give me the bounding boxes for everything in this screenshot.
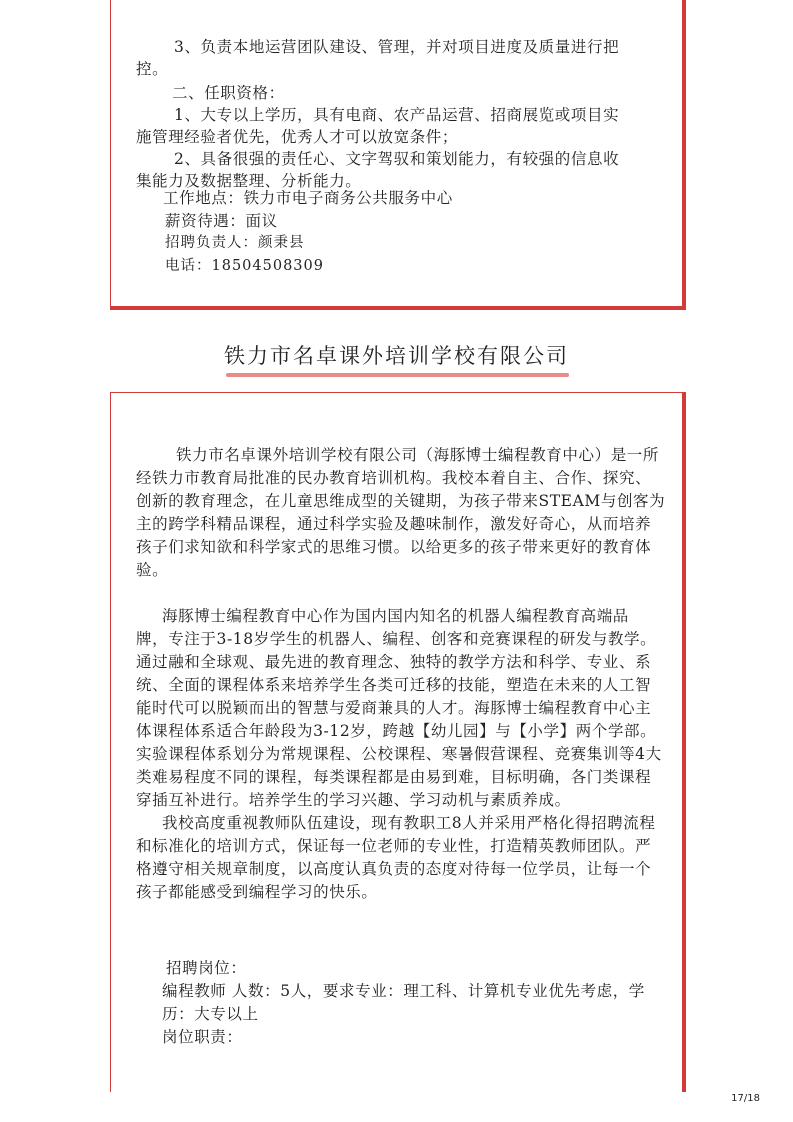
text-line: 统、全面的课程体系来培养学生各类可迁移的技能，塑造在未来的人工智 [136,676,652,694]
text-line: 我校高度重视教师队伍建设，现有教职工8人并采用严格化得招聘流程 [162,814,656,832]
text-line: 格遵守相关规章制度，以高度认真负责的态度对待每一位学员，让每一个 [136,860,652,878]
page-number: 17/18 [731,1093,760,1104]
text-line: 通过融和全球观、最先进的教育理念、独特的教学方法和科学、专业、系 [136,653,652,671]
text-line: 牌，专注于3-18岁学生的机器人、编程、创客和竞赛课程的研发与教学。 [136,630,657,648]
frame-left-border [110,392,111,1092]
frame-left-border [110,0,111,310]
work-location: 工作地点：铁力市电子商务公共服务中心 [163,189,453,207]
text-line: 集能力及数据整理、分析能力。 [136,172,362,190]
text-line: 穿插互补进行。培养学生的学习兴趣、学习动机与素质养成。 [136,791,571,809]
text-line: 主的跨学科精品课程，通过科学实验及趣味制作，激发好奇心，从而培养 [136,515,652,533]
text-line: 3、负责本地运营团队建设、管理，并对项目进度及质量进行把 [174,38,620,56]
text-line: 验。 [136,561,169,579]
phone: 电话：18504508309 [165,258,324,274]
text-line: 实验课程体系划分为常规课程、公校课程、寒暑假营课程、竞赛集训等4大 [136,745,662,763]
text-line: 控。 [136,60,169,78]
company-title: 铁力市名卓课外培训学校有限公司 [224,344,569,368]
job-duties-heading: 岗位职责： [162,1028,243,1046]
recruiter: 招聘负责人：颜秉县 [165,235,305,251]
job-posting-heading: 招聘岗位： [166,959,247,977]
text-line: 孩子们求知欲和科学家式的思维习惯。以给更多的孩子带来更好的教育体 [136,538,652,556]
frame-right-border [682,0,686,310]
text-line: 铁力市名卓课外培训学校有限公司（海豚博士编程教育中心）是一所 [176,446,660,464]
frame-top-border [110,392,686,393]
text-line: 和标准化的培训方式，保证每一位老师的专业性，打造精英教师团队。严 [136,837,652,855]
text-line: 1、大专以上学历，具有电商、农产品运营、招商展览或项目实 [174,106,620,124]
job-title: 编程教师 人数：5人，要求专业：理工科、计算机专业优先考虑，学 [162,982,645,1000]
frame-right-border [682,392,686,1092]
text-line: 历：大专以上 [162,1005,259,1023]
text-line: 类难易程度不同的课程，每类课程都是由易到难，目标明确，各门类课程 [136,768,652,786]
frame-bottom-border [110,306,686,310]
text-line: 海豚博士编程教育中心作为国内国内知名的机器人编程教育高端品 [162,607,629,625]
text-line: 经铁力市教育局批准的民办教育培训机构。我校本着自主、合作、探究、 [136,469,652,487]
text-line: 孩子都能感受到编程学习的快乐。 [136,883,378,901]
text-line: 2、具备很强的责任心、文字驾驭和策划能力，有较强的信息收 [174,150,620,168]
title-underline [226,373,569,377]
text-line: 创新的教育理念，在儿童思维成型的关键期，为孩子带来STEAM与创客为 [136,492,666,510]
text-line: 体课程体系适合年龄段为3-12岁，跨越【幼儿园】与【小学】两个学部。 [136,722,657,740]
text-line: 施管理经验者优先，优秀人才可以放宽条件； [136,128,459,146]
section-heading: 二、任职资格： [172,84,285,102]
text-line: 能时代可以脱颖而出的智慧与爱商兼具的人才。海豚博士编程教育中心主 [136,699,652,717]
salary: 薪资待遇：面议 [165,212,278,230]
